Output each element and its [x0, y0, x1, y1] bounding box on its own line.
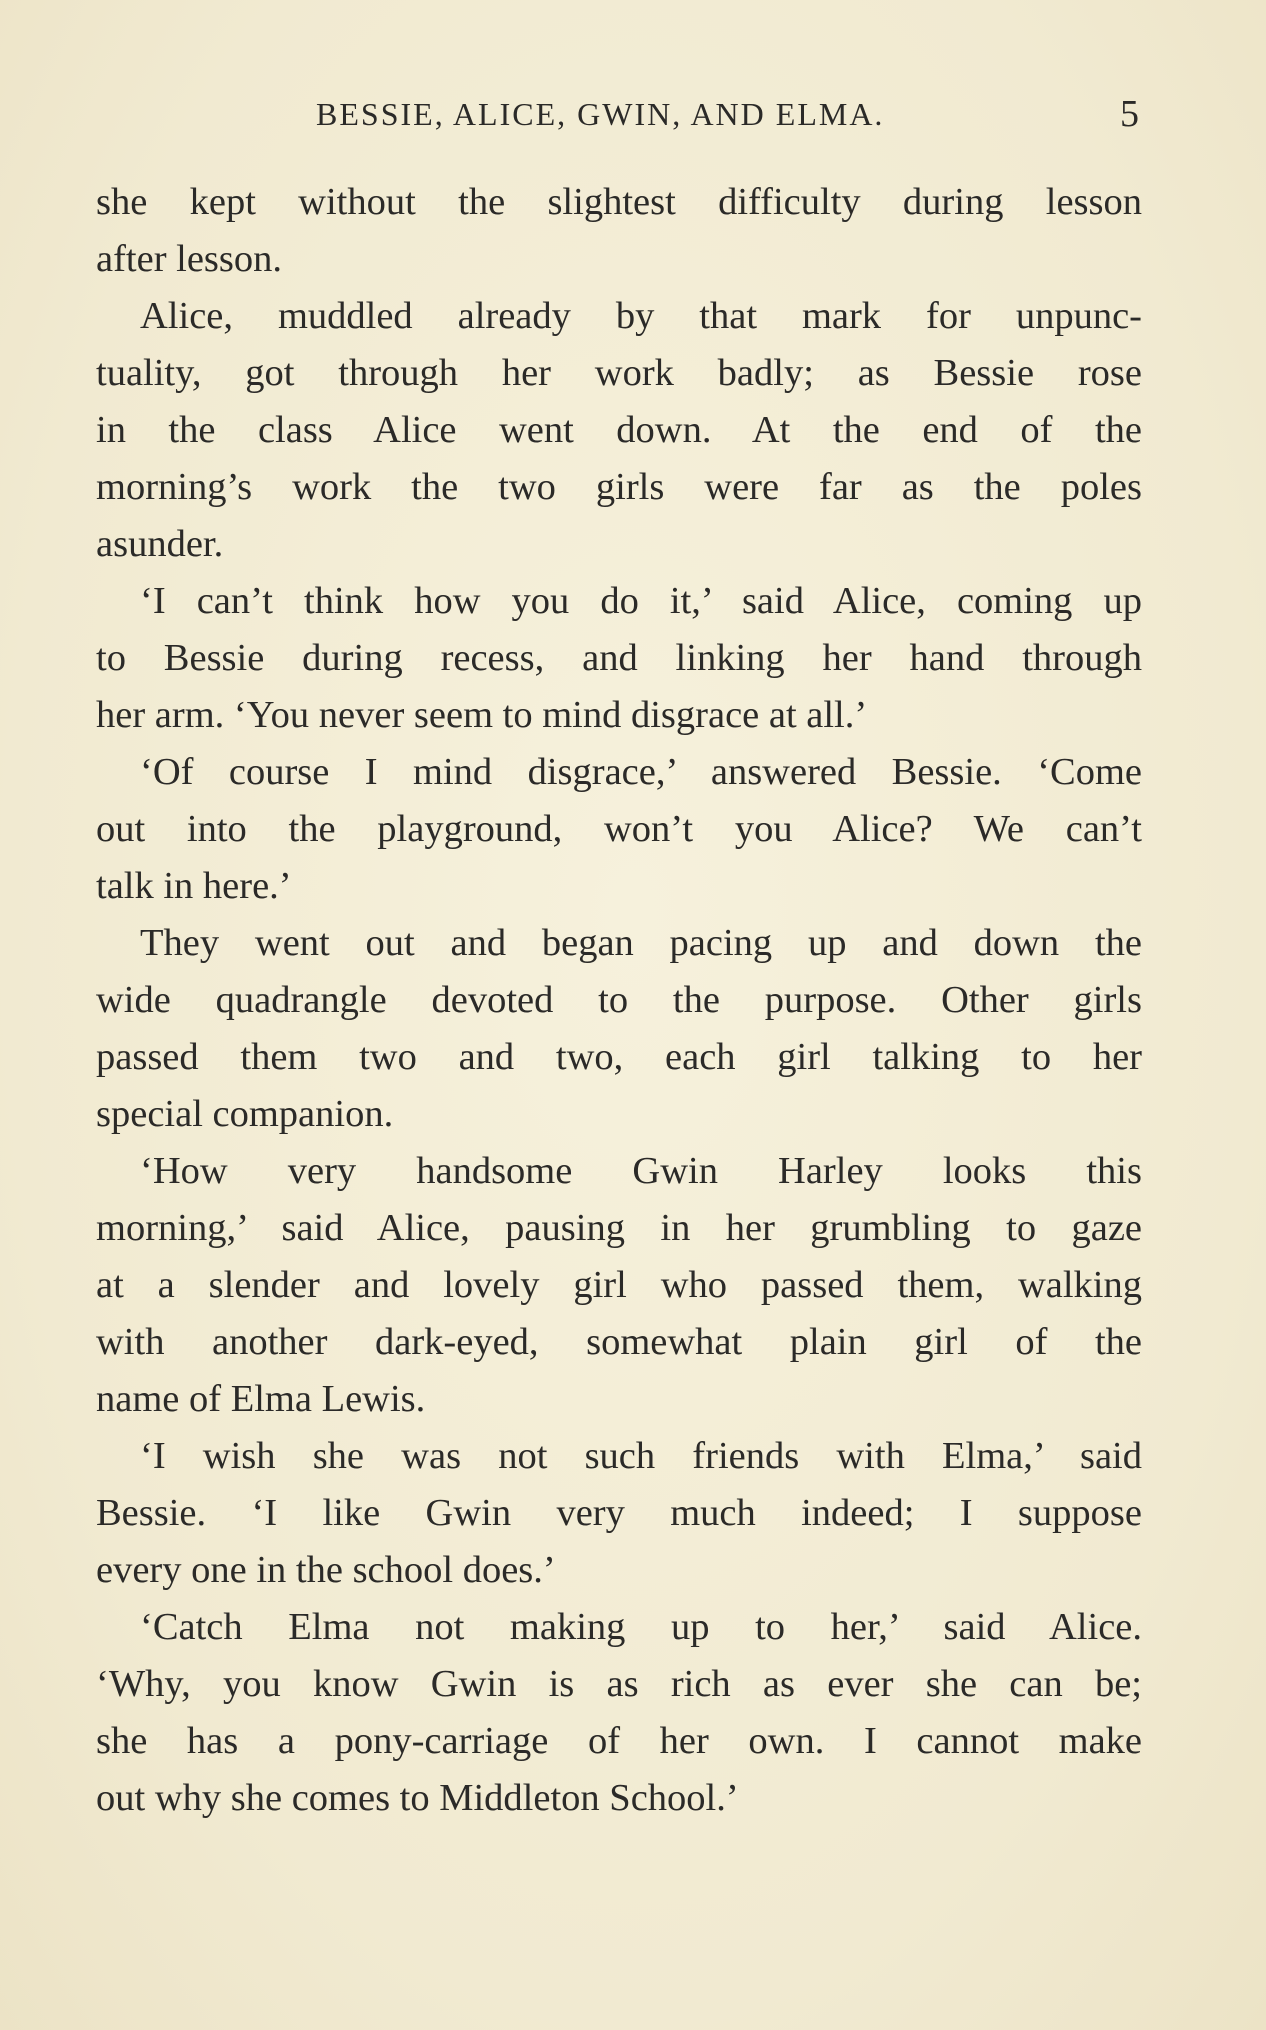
text-line: Bessie. ‘I like Gwin very much indeed; I suppose: [96, 1492, 1142, 1534]
text-line: ‘Why, you know Gwin is as rich as ever she can be;: [96, 1663, 1142, 1705]
text-line: wide quadrangle devoted to the purpose. Other girls: [96, 979, 1142, 1021]
paragraph: [96, 1143, 1142, 1428]
text-line: out into the playground, won’t you Alice? We can’t: [96, 808, 1142, 850]
text-line: at a slender and lovely girl who passed them, walking: [96, 1264, 1142, 1306]
text-line: talk in here.’: [96, 865, 292, 907]
page-number: 5: [1120, 93, 1139, 135]
text-line: ‘Of course I mind disgrace,’ answered Bessie. ‘Come: [140, 751, 1142, 793]
text-line: passed them two and two, each girl talking to her: [96, 1036, 1142, 1078]
text-line: to Bessie during recess, and linking her hand through: [96, 637, 1142, 679]
text-line: special companion.: [96, 1093, 394, 1135]
text-line: out why she comes to Middleton School.’: [96, 1777, 739, 1819]
paragraph: [96, 1599, 1142, 1827]
paragraph: [96, 174, 1142, 288]
paragraph: [96, 1428, 1142, 1599]
text-line: ‘I can’t think how you do it,’ said Alice, coming up: [140, 580, 1142, 622]
text-line: every one in the school does.’: [96, 1549, 556, 1591]
text-line: asunder.: [96, 523, 224, 565]
paragraph: [96, 288, 1142, 573]
text-line: after lesson.: [96, 238, 283, 280]
text-line: morning’s work the two girls were far as the poles: [96, 466, 1142, 508]
text-line: with another dark-eyed, somewhat plain girl of the: [96, 1321, 1142, 1363]
text-line: ‘I wish she was not such friends with Elma,’ said: [140, 1435, 1142, 1477]
text-line: tuality, got through her work badly; as Bessie rose: [96, 352, 1142, 394]
running-head: [0, 92, 1266, 142]
text-line: ‘Catch Elma not making up to her,’ said Alice.: [140, 1606, 1142, 1648]
paragraph: [96, 573, 1142, 744]
text-line: Alice, muddled already by that mark for unpunc-: [140, 295, 1142, 337]
text-line: They went out and began pacing up and down the: [140, 922, 1142, 964]
text-line: in the class Alice went down. At the end of the: [96, 409, 1142, 451]
paragraph: [96, 744, 1142, 915]
running-head-title: BESSIE, ALICE, GWIN, AND ELMA.: [316, 96, 885, 132]
text-line: her arm. ‘You never seem to mind disgrace at all.’: [96, 694, 868, 736]
text-line: she kept without the slightest difficulty during lesson: [96, 181, 1142, 223]
text-line: morning,’ said Alice, pausing in her grumbling to gaze: [96, 1207, 1142, 1249]
text-line: ‘How very handsome Gwin Harley looks this: [140, 1150, 1142, 1192]
text-line: she has a pony-carriage of her own. I cannot make: [96, 1720, 1142, 1762]
text-line: name of Elma Lewis.: [96, 1378, 426, 1420]
paragraph: [96, 915, 1142, 1143]
body-text: [96, 174, 1142, 1827]
